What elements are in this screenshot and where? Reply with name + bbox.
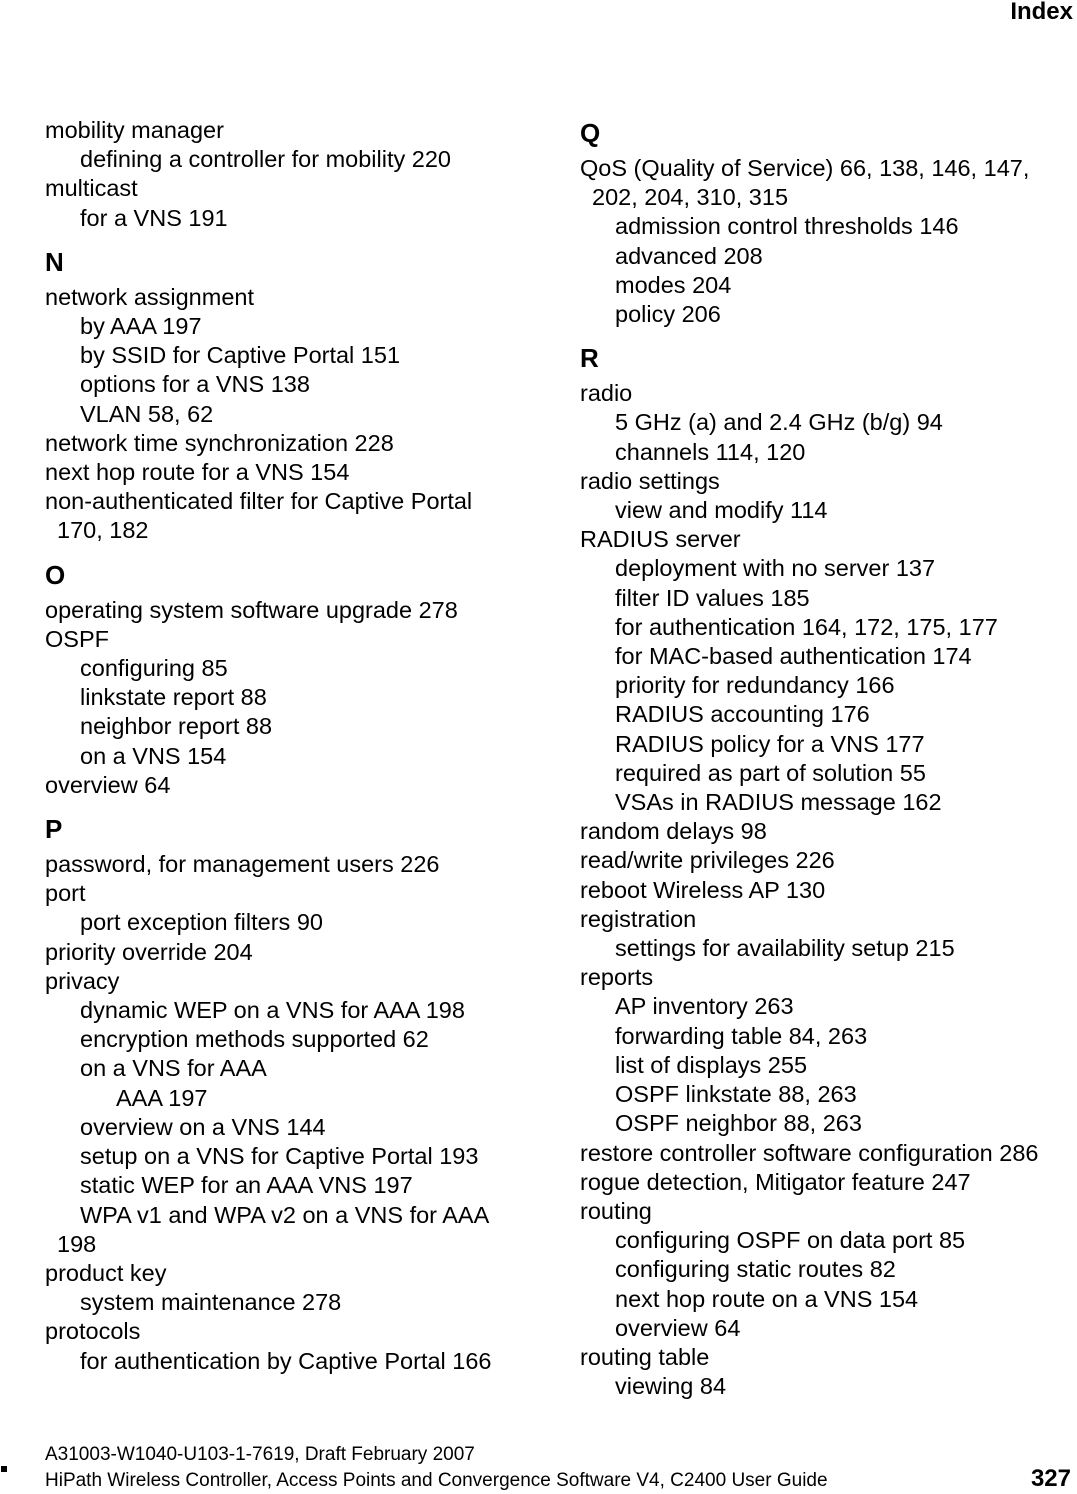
index-entry: password, for management users 226 bbox=[45, 851, 440, 878]
index-entry: routing table bbox=[580, 1343, 710, 1370]
index-subentry: next hop route on a VNS 154 bbox=[615, 1285, 919, 1312]
index-entry: random delays 98 bbox=[580, 818, 767, 845]
index-subentry: admission control thresholds 146 bbox=[615, 213, 959, 240]
index-subentry: AAA 197 bbox=[116, 1084, 208, 1111]
index-section-letter: R bbox=[580, 343, 599, 374]
index-subentry: overview on a VNS 144 bbox=[80, 1113, 326, 1140]
index-section-letter: O bbox=[45, 559, 66, 590]
index-entry: overview 64 bbox=[45, 771, 171, 798]
index-subentry: RADIUS policy for a VNS 177 bbox=[615, 730, 925, 757]
index-subentry: VLAN 58, 62 bbox=[80, 400, 214, 427]
index-subentry: for authentication by Captive Portal 166 bbox=[80, 1347, 492, 1374]
index-entry: priority override 204 bbox=[45, 938, 253, 965]
index-entry: radio settings bbox=[580, 467, 720, 494]
index-subentry: by AAA 197 bbox=[80, 313, 202, 340]
index-entry: RADIUS server bbox=[580, 526, 741, 553]
index-entry: registration bbox=[580, 905, 697, 932]
index-entry: multicast bbox=[45, 175, 138, 202]
index-entry: product key bbox=[45, 1259, 167, 1286]
index-subentry: policy 206 bbox=[615, 301, 721, 328]
index-subentry: VSAs in RADIUS message 162 bbox=[615, 789, 942, 816]
index-entry: mobility manager bbox=[45, 117, 224, 143]
index-entry: radio bbox=[580, 380, 633, 407]
index-subentry: by SSID for Captive Portal 151 bbox=[80, 342, 401, 369]
index-section-letter: N bbox=[45, 246, 64, 277]
index-column-left bbox=[45, 116, 535, 1376]
index-subentry: AP inventory 263 bbox=[615, 993, 794, 1020]
index-entry: read/write privileges 226 bbox=[580, 847, 835, 874]
index-entry: QoS (Quality of Service) 66, 138, 146, 147, bbox=[580, 155, 1030, 181]
index-entry: protocols bbox=[45, 1318, 141, 1345]
index-subentry: configuring OSPF on data port 85 bbox=[615, 1227, 966, 1254]
index-entry: privacy bbox=[45, 967, 120, 994]
index-subentry: options for a VNS 138 bbox=[80, 371, 310, 398]
index-entry: network time synchronization 228 bbox=[45, 429, 394, 456]
index-subentry: encryption methods supported 62 bbox=[80, 1026, 429, 1053]
index-subentry: dynamic WEP on a VNS for AAA 198 bbox=[80, 997, 465, 1024]
index-subentry: static WEP for an AAA VNS 197 bbox=[80, 1172, 413, 1199]
index-subentry: neighbor report 88 bbox=[80, 713, 273, 740]
index-subentry: settings for availability setup 215 bbox=[615, 935, 955, 962]
index-subentry: for authentication 164, 172, 175, 177 bbox=[615, 613, 998, 640]
index-column-right bbox=[580, 116, 1075, 1401]
index-entry: OSPF bbox=[45, 625, 109, 652]
index-subentry: configuring 85 bbox=[80, 655, 228, 682]
index-entry: restore controller software configuration 286 bbox=[580, 1139, 1039, 1166]
index-subentry: filter ID values 185 bbox=[615, 584, 810, 611]
index-subentry: viewing 84 bbox=[615, 1373, 727, 1400]
page-number: 327 bbox=[1030, 1465, 1071, 1492]
index-entry-continuation: 198 bbox=[57, 1230, 97, 1257]
index-subentry: setup on a VNS for Captive Portal 193 bbox=[80, 1143, 479, 1170]
index-subentry: required as part of solution 55 bbox=[615, 759, 926, 786]
index-subentry: for a VNS 191 bbox=[80, 204, 228, 231]
index-entry-continuation: 202, 204, 310, 315 bbox=[592, 184, 789, 211]
index-subentry: on a VNS 154 bbox=[80, 742, 227, 769]
index-subentry: WPA v1 and WPA v2 on a VNS for AAA bbox=[80, 1201, 490, 1228]
index-entry: routing bbox=[580, 1197, 652, 1224]
index-subentry: defining a controller for mobility 220 bbox=[80, 146, 451, 173]
page-header-title: Index bbox=[1010, 0, 1073, 25]
index-subentry: for MAC-based authentication 174 bbox=[615, 643, 972, 670]
index-subentry: channels 114, 120 bbox=[615, 438, 806, 465]
index-entry: rogue detection, Mitigator feature 247 bbox=[580, 1168, 971, 1195]
index-subentry: OSPF linkstate 88, 263 bbox=[615, 1081, 857, 1108]
index-subentry: forwarding table 84, 263 bbox=[615, 1022, 868, 1049]
index-subentry: modes 204 bbox=[615, 271, 732, 298]
index-subentry: RADIUS accounting 176 bbox=[615, 701, 870, 728]
index-entry-continuation: 170, 182 bbox=[57, 517, 149, 544]
index-subentry: port exception filters 90 bbox=[80, 909, 323, 936]
index-section-letter: P bbox=[45, 814, 63, 845]
index-subentry: overview 64 bbox=[615, 1314, 741, 1341]
index-entry: reports bbox=[580, 964, 654, 991]
footer bbox=[45, 1442, 828, 1494]
index-entry: port bbox=[45, 880, 86, 907]
footer-document-title: HiPath Wireless Controller, Access Points and Convergence Software V4, C2400 User Guide bbox=[45, 1470, 828, 1491]
index-subentry: advanced 208 bbox=[615, 242, 763, 269]
index-subentry: on a VNS for AAA bbox=[80, 1055, 267, 1082]
index-subentry: priority for redundancy 166 bbox=[615, 672, 895, 699]
footer-document-id: A31003-W1040-U103-1-7619, Draft February 2007 bbox=[45, 1444, 475, 1465]
index-entry: operating system software upgrade 278 bbox=[45, 596, 458, 623]
index-entry: reboot Wireless AP 130 bbox=[580, 876, 826, 903]
index-entry: next hop route for a VNS 154 bbox=[45, 459, 350, 486]
index-subentry: deployment with no server 137 bbox=[615, 555, 936, 582]
index-subentry: linkstate report 88 bbox=[80, 684, 267, 711]
index-subentry: configuring static routes 82 bbox=[615, 1256, 896, 1283]
index-entry: network assignment bbox=[45, 283, 254, 310]
footer-marker bbox=[1, 1466, 7, 1472]
index-subentry: OSPF neighbor 88, 263 bbox=[615, 1110, 862, 1137]
index-subentry: system maintenance 278 bbox=[80, 1289, 342, 1316]
index-entry: non-authenticated filter for Captive Portal bbox=[45, 488, 473, 515]
index-subentry: view and modify 114 bbox=[615, 497, 828, 524]
index-subentry: 5 GHz (a) and 2.4 GHz (b/g) 94 bbox=[615, 409, 943, 436]
index-section-letter: Q bbox=[580, 118, 601, 148]
index-subentry: list of displays 255 bbox=[615, 1051, 808, 1078]
